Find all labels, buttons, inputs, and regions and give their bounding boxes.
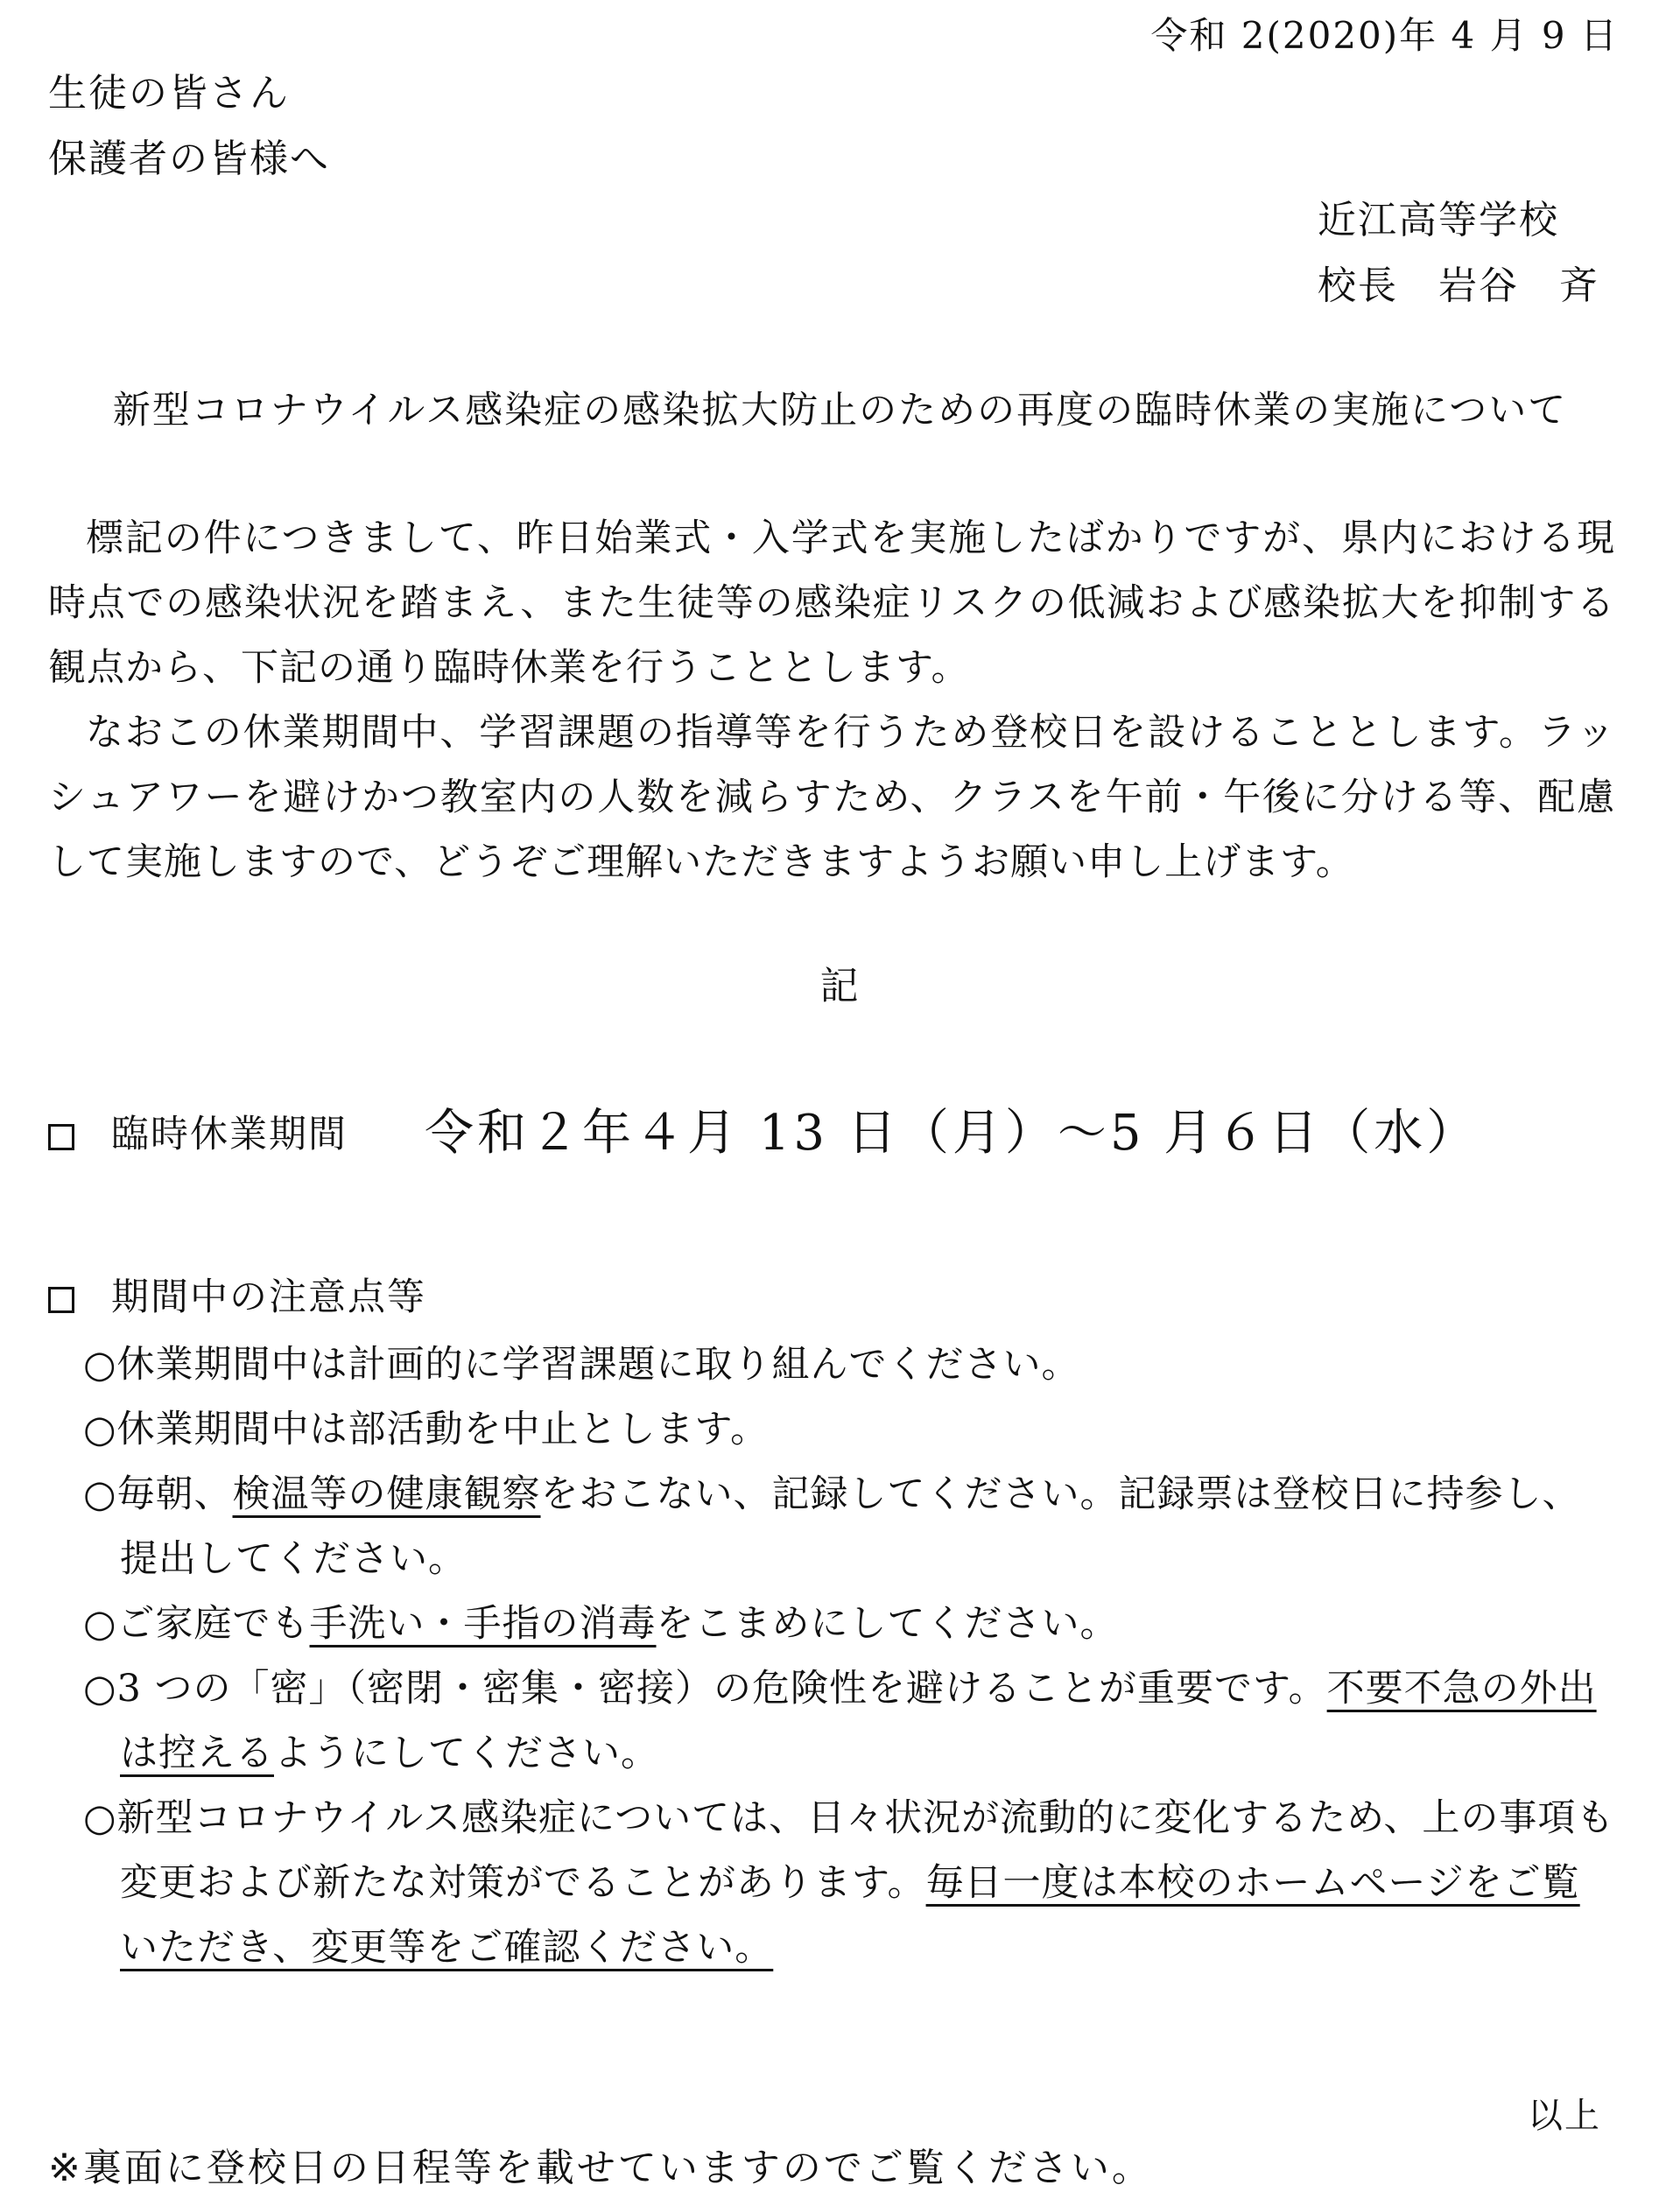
period-label: 臨時休業期間 <box>111 1113 348 1156</box>
checkbox-square-icon <box>48 1124 74 1150</box>
footnote: ※裏面に登校日の日程等を載せていますのでご覧ください。 <box>48 2146 1153 2190</box>
note-item <box>83 1397 1615 1462</box>
document-title: 新型コロナウイルス感染症の感染拡大防止のための再度の臨時休業の実施について <box>112 389 1568 432</box>
sender-principal: 校長 岩谷 斉 <box>1318 263 1599 308</box>
note-item <box>83 1786 1615 1980</box>
notes-heading-row <box>48 1268 426 1321</box>
note-underlined-text: 検温等の健康観察 <box>232 1472 541 1516</box>
note-item <box>83 1591 1615 1656</box>
note-underlined-text: 不要不急の外出は控える <box>120 1667 1597 1775</box>
ki-heading: 記 <box>819 964 861 1008</box>
note-text: ○毎朝、 <box>83 1472 233 1516</box>
note-text: ○休業期間中は部活動を中止とします。 <box>83 1408 770 1451</box>
period-value: 令和２年４月 13 日（月）～5 月６日（水） <box>425 1105 1480 1162</box>
note-text: ようにしてください。 <box>274 1732 659 1775</box>
recipient-students: 生徒の皆さん <box>48 71 290 116</box>
period-row <box>48 1105 348 1158</box>
note-item <box>83 1332 1615 1397</box>
note-text: ○休業期間中は計画的に学習課題に取り組んでください。 <box>83 1343 1080 1387</box>
sender-school: 近江高等学校 <box>1318 198 1559 242</box>
note-text: ○新型コロナウイルス感染症については、日々状況が流動的に変化するため、上の事項も変更および新たな対策がでることがあります。 <box>83 1796 1615 1905</box>
checkbox-square-icon <box>48 1287 74 1313</box>
recipient-guardians: 保護者の皆様へ <box>48 137 330 181</box>
body-paragraph-1: 標記の件につきまして、昨日始業式・入学式を実施したばかりですが、県内における現時点での感染状況を踏まえ、また生徒等の感染症リスクの低減および感染拡大を抑制する観点から、下記の通り臨時休業を行うこととします。 <box>48 516 1615 690</box>
note-text: ○ご家庭でも <box>83 1602 310 1646</box>
document-date: 令和 2(2020)年 4 月 9 日 <box>1150 14 1619 57</box>
note-item <box>83 1656 1615 1786</box>
note-text: をおこない、記録してください。記録票は登校日に持参し、提出してください。 <box>120 1472 1581 1581</box>
note-underlined-text: 毎日一度は本校のホームページをご覧いただき、変更等をご確認ください。 <box>120 1861 1580 1970</box>
note-item <box>83 1462 1615 1591</box>
note-text: ○3 つの「密」（密閉・密集・密接）の危険性を避けることが重要です。 <box>83 1667 1327 1711</box>
body-paragraph-2: なおこの休業期間中、学習課題の指導等を行うため登校日を設けることとします。ラッシュアワーを避けかつ教室内の人数を減らすため、クラスを午前・午後に分ける等、配慮して実施しますので、どうぞご理解いただきますようお願い申し上げます。 <box>48 711 1615 884</box>
closing-text: 以上 <box>1528 2096 1601 2136</box>
note-underlined-text: 手洗い・手指の消毒 <box>309 1602 657 1646</box>
note-text: をこまめにしてください。 <box>656 1602 1119 1646</box>
notes-heading: 期間中の注意点等 <box>111 1275 426 1319</box>
